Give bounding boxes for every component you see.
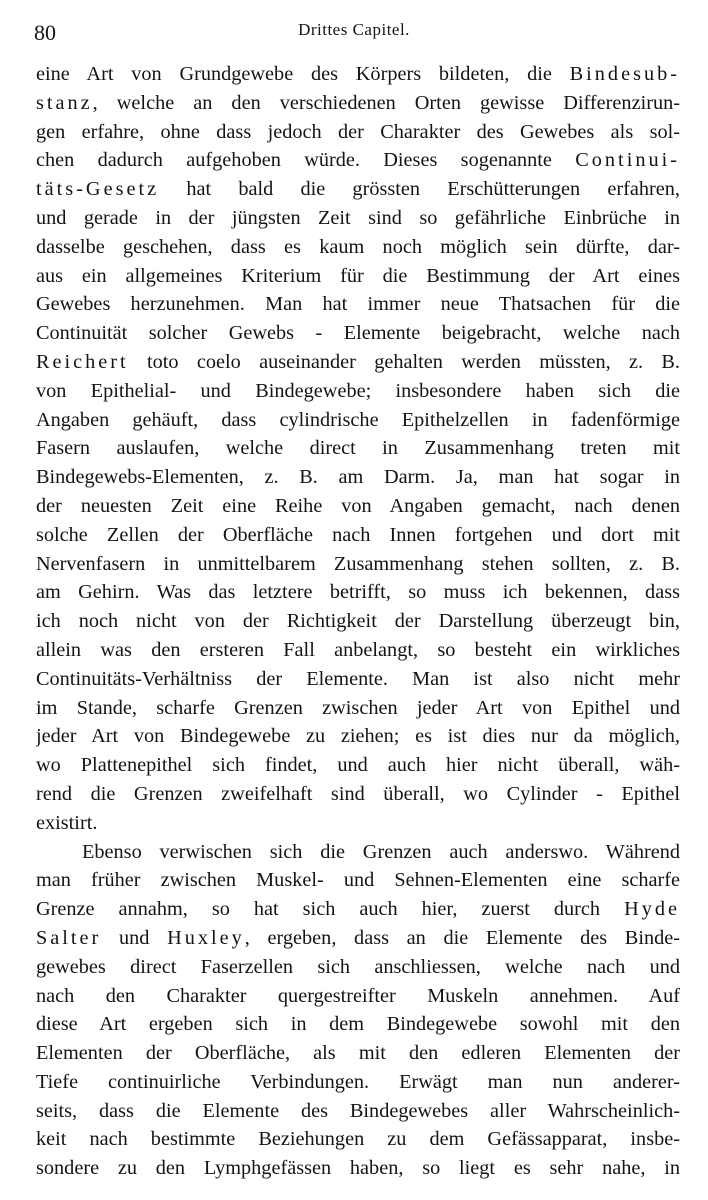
- text-line: Gewebes herzunehmen. Man hat immer neue Thatsachen für die: [36, 293, 680, 316]
- text-line: seits, dass die Elemente des Bindegewebes aller Wahrscheinlich-: [36, 1099, 680, 1122]
- text-line: Tiefe continuirliche Verbindungen. Erwägt man nun anderer-: [36, 1070, 680, 1093]
- text-line: aus ein allgemeines Kriterium für die Bestimmung der Art eines: [36, 264, 680, 287]
- paragraph-start-line: Ebenso verwischen sich die Grenzen auch anderswo. Während: [82, 840, 680, 863]
- text-line: Grenze annahm, so hat sich auch hier, zuerst durch Hyde: [36, 898, 680, 921]
- text-line: eine Art von Grundgewebe des Körpers bildeten, die Bindesub-: [36, 63, 680, 85]
- text-line: Salter und Huxley, ergeben, dass an die Elemente des Binde-: [36, 926, 680, 949]
- running-head: Drittes Capitel.: [298, 20, 410, 39]
- text-line: sondere zu den Lymphgefässen haben, so liegt es sehr nahe, in: [36, 1157, 680, 1180]
- text-line: Elementen der Oberfläche, als mit den edleren Elementen der: [36, 1042, 680, 1065]
- text-line: gen erfahre, ohne dass jedoch der Charakter des Gewebes als sol-: [36, 120, 680, 143]
- spaced-emphasis: täts-Gesetz: [36, 178, 160, 201]
- text-line: Reichert toto coelo auseinander gehalten werden müssten, z. B.: [36, 350, 680, 373]
- text-line: gewebes direct Faserzellen sich anschliessen, welche nach und: [36, 955, 680, 978]
- text-line: im Stande, scharfe Grenzen zwischen jeder Art von Epithel und: [36, 696, 680, 719]
- paragraph-end-line: existirt.: [36, 811, 98, 834]
- page-number: 80: [34, 20, 56, 45]
- body-text: [36, 60, 680, 1183]
- text-line: täts-Gesetz hat bald die grössten Erschütterungen erfahren,: [36, 178, 680, 201]
- text-line: von Epithelial- und Bindegewebe; insbesondere haben sich die: [36, 379, 680, 402]
- spaced-emphasis: Bindesub-: [569, 63, 680, 85]
- text-line: chen dadurch aufgehoben würde. Dieses sogenannte Continui-: [36, 149, 680, 172]
- text-line: nach den Charakter quergestreifter Muskeln annehmen. Auf: [36, 984, 680, 1007]
- text-line: keit nach bestimmte Beziehungen zu dem Gefässapparat, insbe-: [36, 1128, 680, 1151]
- text-line: Angaben gehäuft, dass cylindrische Epithelzellen in fadenförmige: [36, 408, 680, 431]
- text-line: Continuitäts-Verhältniss der Elemente. Man ist also nicht mehr: [36, 667, 680, 690]
- spaced-emphasis: Continui-: [575, 149, 680, 172]
- text-line: am Gehirn. Was das letztere betrifft, so muss ich bekennen, dass: [36, 581, 680, 604]
- page-header: [0, 14, 708, 48]
- text-line: allein was den ersteren Fall anbelangt, so besteht ein wirkliches: [36, 638, 680, 661]
- text-line: rend die Grenzen zweifelhaft sind überall, wo Cylinder - Epithel: [36, 782, 680, 805]
- text-line: Nervenfasern in unmittelbarem Zusammenhang stehen sollten, z. B.: [36, 552, 680, 575]
- text-line: solche Zellen der Oberfläche nach Innen fortgehen und dort mit: [36, 523, 680, 546]
- spaced-emphasis: Salter: [36, 926, 102, 949]
- text-line: der neuesten Zeit eine Reihe von Angaben gemacht, nach denen: [36, 494, 680, 517]
- text-line: Fasern auslaufen, welche direct in Zusammenhang treten mit: [36, 437, 680, 460]
- text-line: man früher zwischen Muskel- und Sehnen-Elementen eine scharfe: [36, 869, 680, 892]
- text-line: ich noch nicht von der Richtigkeit der Darstellung überzeugt bin,: [36, 610, 680, 633]
- text-line: stanz, welche an den verschiedenen Orten gewisse Differenzirun-: [36, 91, 680, 114]
- text-line: jeder Art von Bindegewebe zu ziehen; es ist dies nur da möglich,: [36, 725, 680, 748]
- text-line: wo Plattenepithel sich findet, und auch hier nicht überall, wäh-: [36, 754, 680, 777]
- spaced-emphasis: Hyde: [624, 898, 680, 921]
- text-line: dasselbe geschehen, dass es kaum noch möglich sein dürfte, dar-: [36, 235, 680, 258]
- text-line: Bindegewebs-Elementen, z. B. am Darm. Ja, man hat sogar in: [36, 466, 680, 489]
- spaced-emphasis: stanz: [36, 91, 93, 114]
- spaced-emphasis: Reichert: [36, 350, 129, 373]
- text-line: und gerade in der jüngsten Zeit sind so gefährliche Einbrüche in: [36, 206, 680, 229]
- spaced-emphasis: Huxley: [167, 926, 245, 949]
- text-line: Continuität solcher Gewebs - Elemente beigebracht, welche nach: [36, 322, 680, 345]
- text-line: diese Art ergeben sich in dem Bindegewebe sowohl mit den: [36, 1013, 680, 1036]
